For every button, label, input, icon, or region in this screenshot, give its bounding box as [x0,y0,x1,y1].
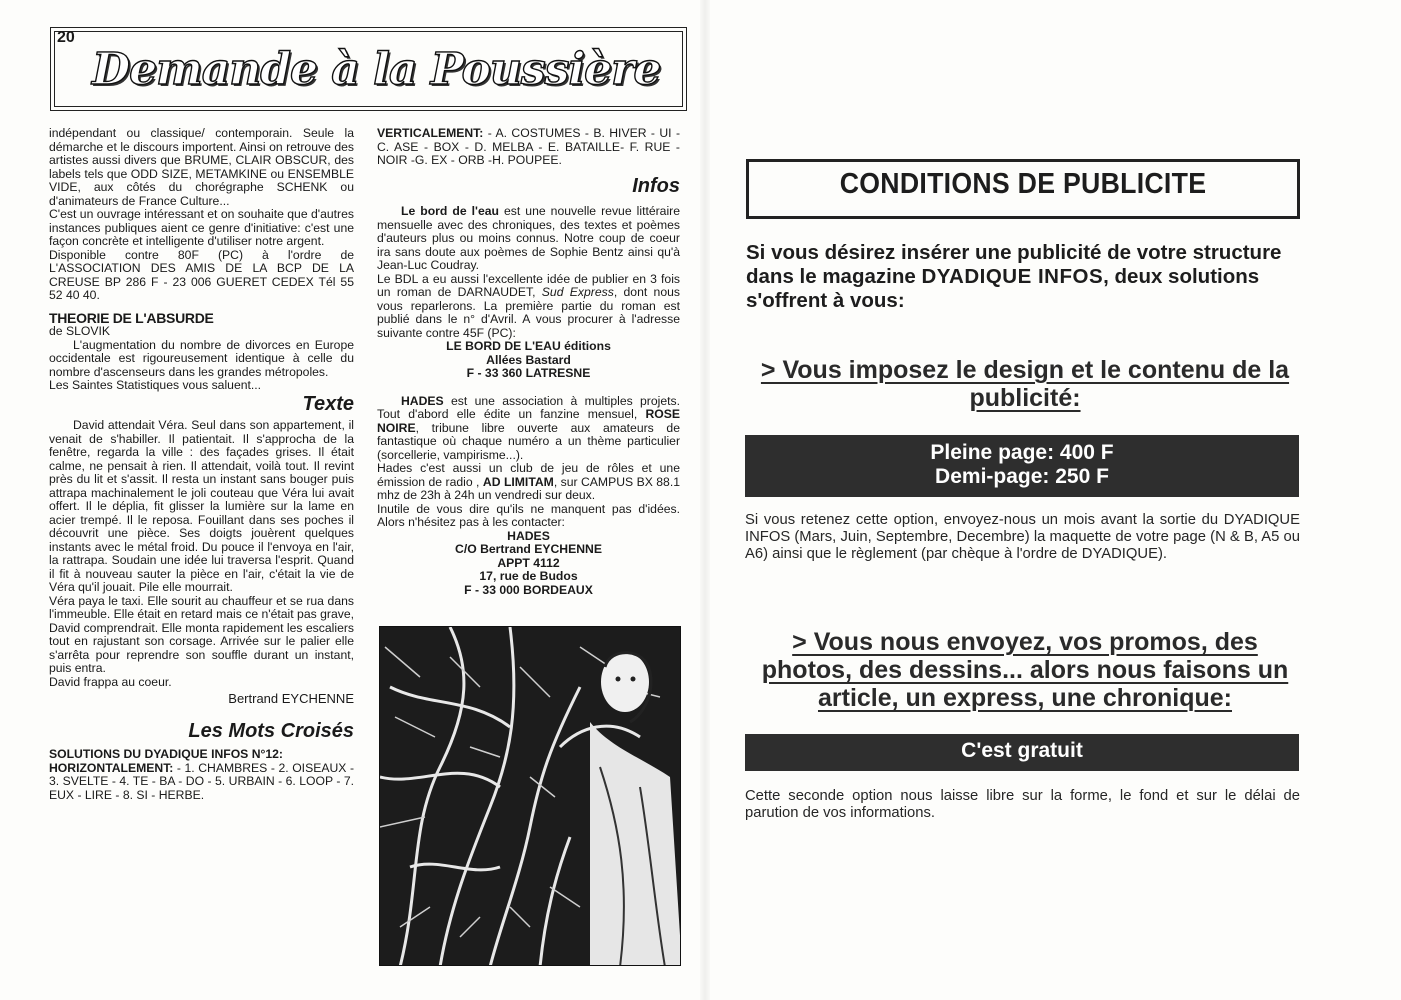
horizontal-label: HORIZONTALEMENT: [49,760,174,775]
absurde-end: Les Saintes Statistiques vous saluent... [49,378,262,392]
infos-heading: Infos [632,174,680,197]
hades-address-1: HADES [507,528,550,543]
bord-name: Le bord de l'eau [401,204,499,218]
woodcut-illustration [379,626,681,966]
right-column [377,127,680,597]
option-2-heading: > Vous nous envoyez, vos promos, des photos, des dessins... alors nous faisons un article, un express, une chronique: [761,628,1289,712]
hades-address-4: 17, rue de Budos [479,569,578,583]
intro-text-b: , deux solutions s'offrent à vous: [746,265,1260,312]
vertical-solutions [377,127,680,168]
ouvrage-paragraph: C'est un ouvrage intéressant et on souhaite que d'autres instances publiques aient ce genre d'initiative: c'est une façon concrète et intelligente d'utiliser notre argent. [49,207,354,248]
absurde-text: L'augmentation du nombre de divorces en Europe occidentale est rigoureusement identique à celle du nombre d'ascenseurs dans les grandes métropoles. [49,337,354,379]
mots-croises-heading: Les Mots Croisés [188,719,354,742]
hades-name: HADES [401,393,444,408]
hades-address-2: C/O Bertrand EYCHENNE [455,542,602,556]
option-1-text: Si vous retenez cette option, envoyez-nous un mois avant la sortie du DYADIQUE INFOS (Mars, Juin, Septembre, Decembre) la maquette de votre page (N & B, A5 ou A6) ainsi que le règlement (par chèque à l'ordre de DYADIQUE). [745,512,1300,562]
bord-text: est une nouvelle revue littéraire mensuelle avec des chroniques, des textes et poèmes d'auteurs plus ou moins connus. Notre coup de coeur ira sans doute aux poèmes de Sophie Bentz ainsi qu'à Jean-Luc Coudray. [377,204,681,272]
ad-limitam: AD LIMITAM [482,474,554,489]
texte-paragraph-3: David frappa au coeur. [49,674,172,689]
rose-noire: ROSE NOIRE [377,407,680,435]
intro-brand: DYADIQUE INFOS [921,265,1104,288]
bdl-text-a: Le BDL a eu aussi l'excellente idée de publier en 3 fois un roman de DARNAUDET, [377,271,680,299]
bord-paragraph [377,205,680,273]
intro-paragraph [746,241,1306,313]
intro-paragraph: indépendant ou classique/ contemporain. Seule la démarche et le discours importent. Ainsi on retrouve des artistes aussi divers que BRUME, CLAIR OBSCUR, des labels tels que ODD SIZE, METAMKINE ou ENSEMBLE VIDE, aux côtés du chorégraphe SCHENK ou d'animateurs de France Culture... [49,126,354,208]
bdl-paragraph [377,273,680,341]
hades-text-a: est une association à multiples projets. Tout d'abord elle édite un fanzine mensuel, [377,393,680,421]
hades-text-d: , sur CAMPUS BX 88.1 mhz de 23h à 24h un vendredi sur deux. [377,474,681,502]
hades-paragraph [377,395,680,463]
texte-heading: Texte [302,392,354,415]
hades-text-b: , tribune libre ouverte aux amateurs de fantastique où chaque numéro a un thème particulier (sorcellerie, vampirisme...). [377,420,680,462]
left-column [49,127,354,802]
header-title: Demande à la Poussière [92,44,661,95]
disponible-paragraph: Disponible contre 80F (PC) à l'ordre de L'ASSOCIATION DES AMIS DE LA BCP DE LA CREUSE BP 286 F - 23 006 GUERET CEDEX Tél 55 52 40 40. [49,247,354,302]
horizontal-text: - 1. CHAMBRES - 2. OISEAUX - 3. SVELTE - 4. TE - BA - DO - 5. URBAIN - 6. LOOP - 7. EUX - LIRE - 8. SI - HERBE. [49,760,355,802]
free-bar: C'est gratuit [745,734,1299,771]
option-2-text: Cette seconde option nous laisse libre sur la forme, le fond et sur le délai de parution de vos informations. [745,788,1300,821]
bord-address-2: Allées Bastard [486,352,571,367]
texte-paragraph-2: Véra paya le taxi. Elle sourit au chauffeur et se rua dans l'immeuble. Elle était en retard mais ce n'était pas grave, David comprendrait. Elle monta rapidement les escaliers tout en rajustant son corsage. Arrivée sur le palier elle s'arrêta pour reprendre son souffle durant un instant, puis entra. [49,593,354,675]
tree-woman-drawing [380,627,681,966]
price-half-page: Demi-page: 250 F [935,465,1109,488]
price-bar [745,435,1299,497]
vertical-text: - A. COSTUMES - B. HIVER - UI -C. ASE - BOX - D. MELBA - E. BATAILLE- F. RUE - NOIR -G. EX - ORB -H. POUPEE. [377,126,680,167]
bord-address-3: F - 33 360 LATRESNE [466,366,591,380]
conditions-title: CONDITIONS DE PUBLICITE [839,168,1207,200]
right-page [705,0,1401,1000]
hades-contact: Inutile de vous dire qu'ils ne manquent pas d'idées. Alors n'hésitez pas à les contacter: [377,501,680,529]
hades-address-5: F - 33 000 BORDEAUX [464,582,593,597]
horizontal-solutions [49,762,354,803]
bord-address-1: LE BORD DE L'EAU éditions [446,339,611,353]
solutions-title: SOLUTIONS DU DYADIQUE INFOS N°12: [49,747,283,761]
vertical-label: VERTICALEMENT: [377,126,484,140]
bdl-text-b: , dont nous vous reparlerons. La première partie du roman est publié dans le n° d'Avril. A vous procurer à l'adresse suivante contre 45F (PC): [377,285,680,340]
absurde-author: de SLOVIK [49,324,110,338]
texte-paragraph-1: David attendait Véra. Seul dans son appartement, il venait de s'habiller. Il patientait. Il s'approcha de la fenêtre, regarda la ville : des façades grises. Il était calme, ne pensait à rien. Il attendait, voilà tout. Il revint près du lit et s'assit. Il resta un instant sans bouger puis attrapa machinalement le joli couteau que Véra lui avait offert. Il le déplia, fit glisser la lumière sur la lame en acier trempé. Il le reposa. Fouillant dans ses poches il découvrit une pièce. Ses doigts jouèrent quelques instants avec le métal froid. Du pouce il l'envoya en l'air, la rattrapa. Soudain une idée lui traversa l'esprit. Quand il fit à nouveau sauter la pièce en l'air, c'était la vie de Véra qu'il jouait. Pile elle mourrait. [49,418,354,594]
hades-radio [377,462,680,503]
intro-text-a: Si vous désirez insérer une publicité de votre structure dans le magazine [746,241,1282,288]
option-1-heading: > Vous imposez le design et le contenu de la publicité: [760,356,1290,412]
absurde-title: THEORIE DE L'ABSURDE [49,309,214,326]
hades-address-3: APPT 4112 [497,555,560,570]
texte-signature: Bertrand EYCHENNE [228,691,354,706]
hades-text-c: Hades c'est aussi un club de jeu de rôles et une émission de radio , [377,461,680,489]
price-full-page: Pleine page: 400 F [930,441,1114,464]
page-number: 20 [57,29,75,46]
bdl-title: Sud Express [541,285,614,299]
